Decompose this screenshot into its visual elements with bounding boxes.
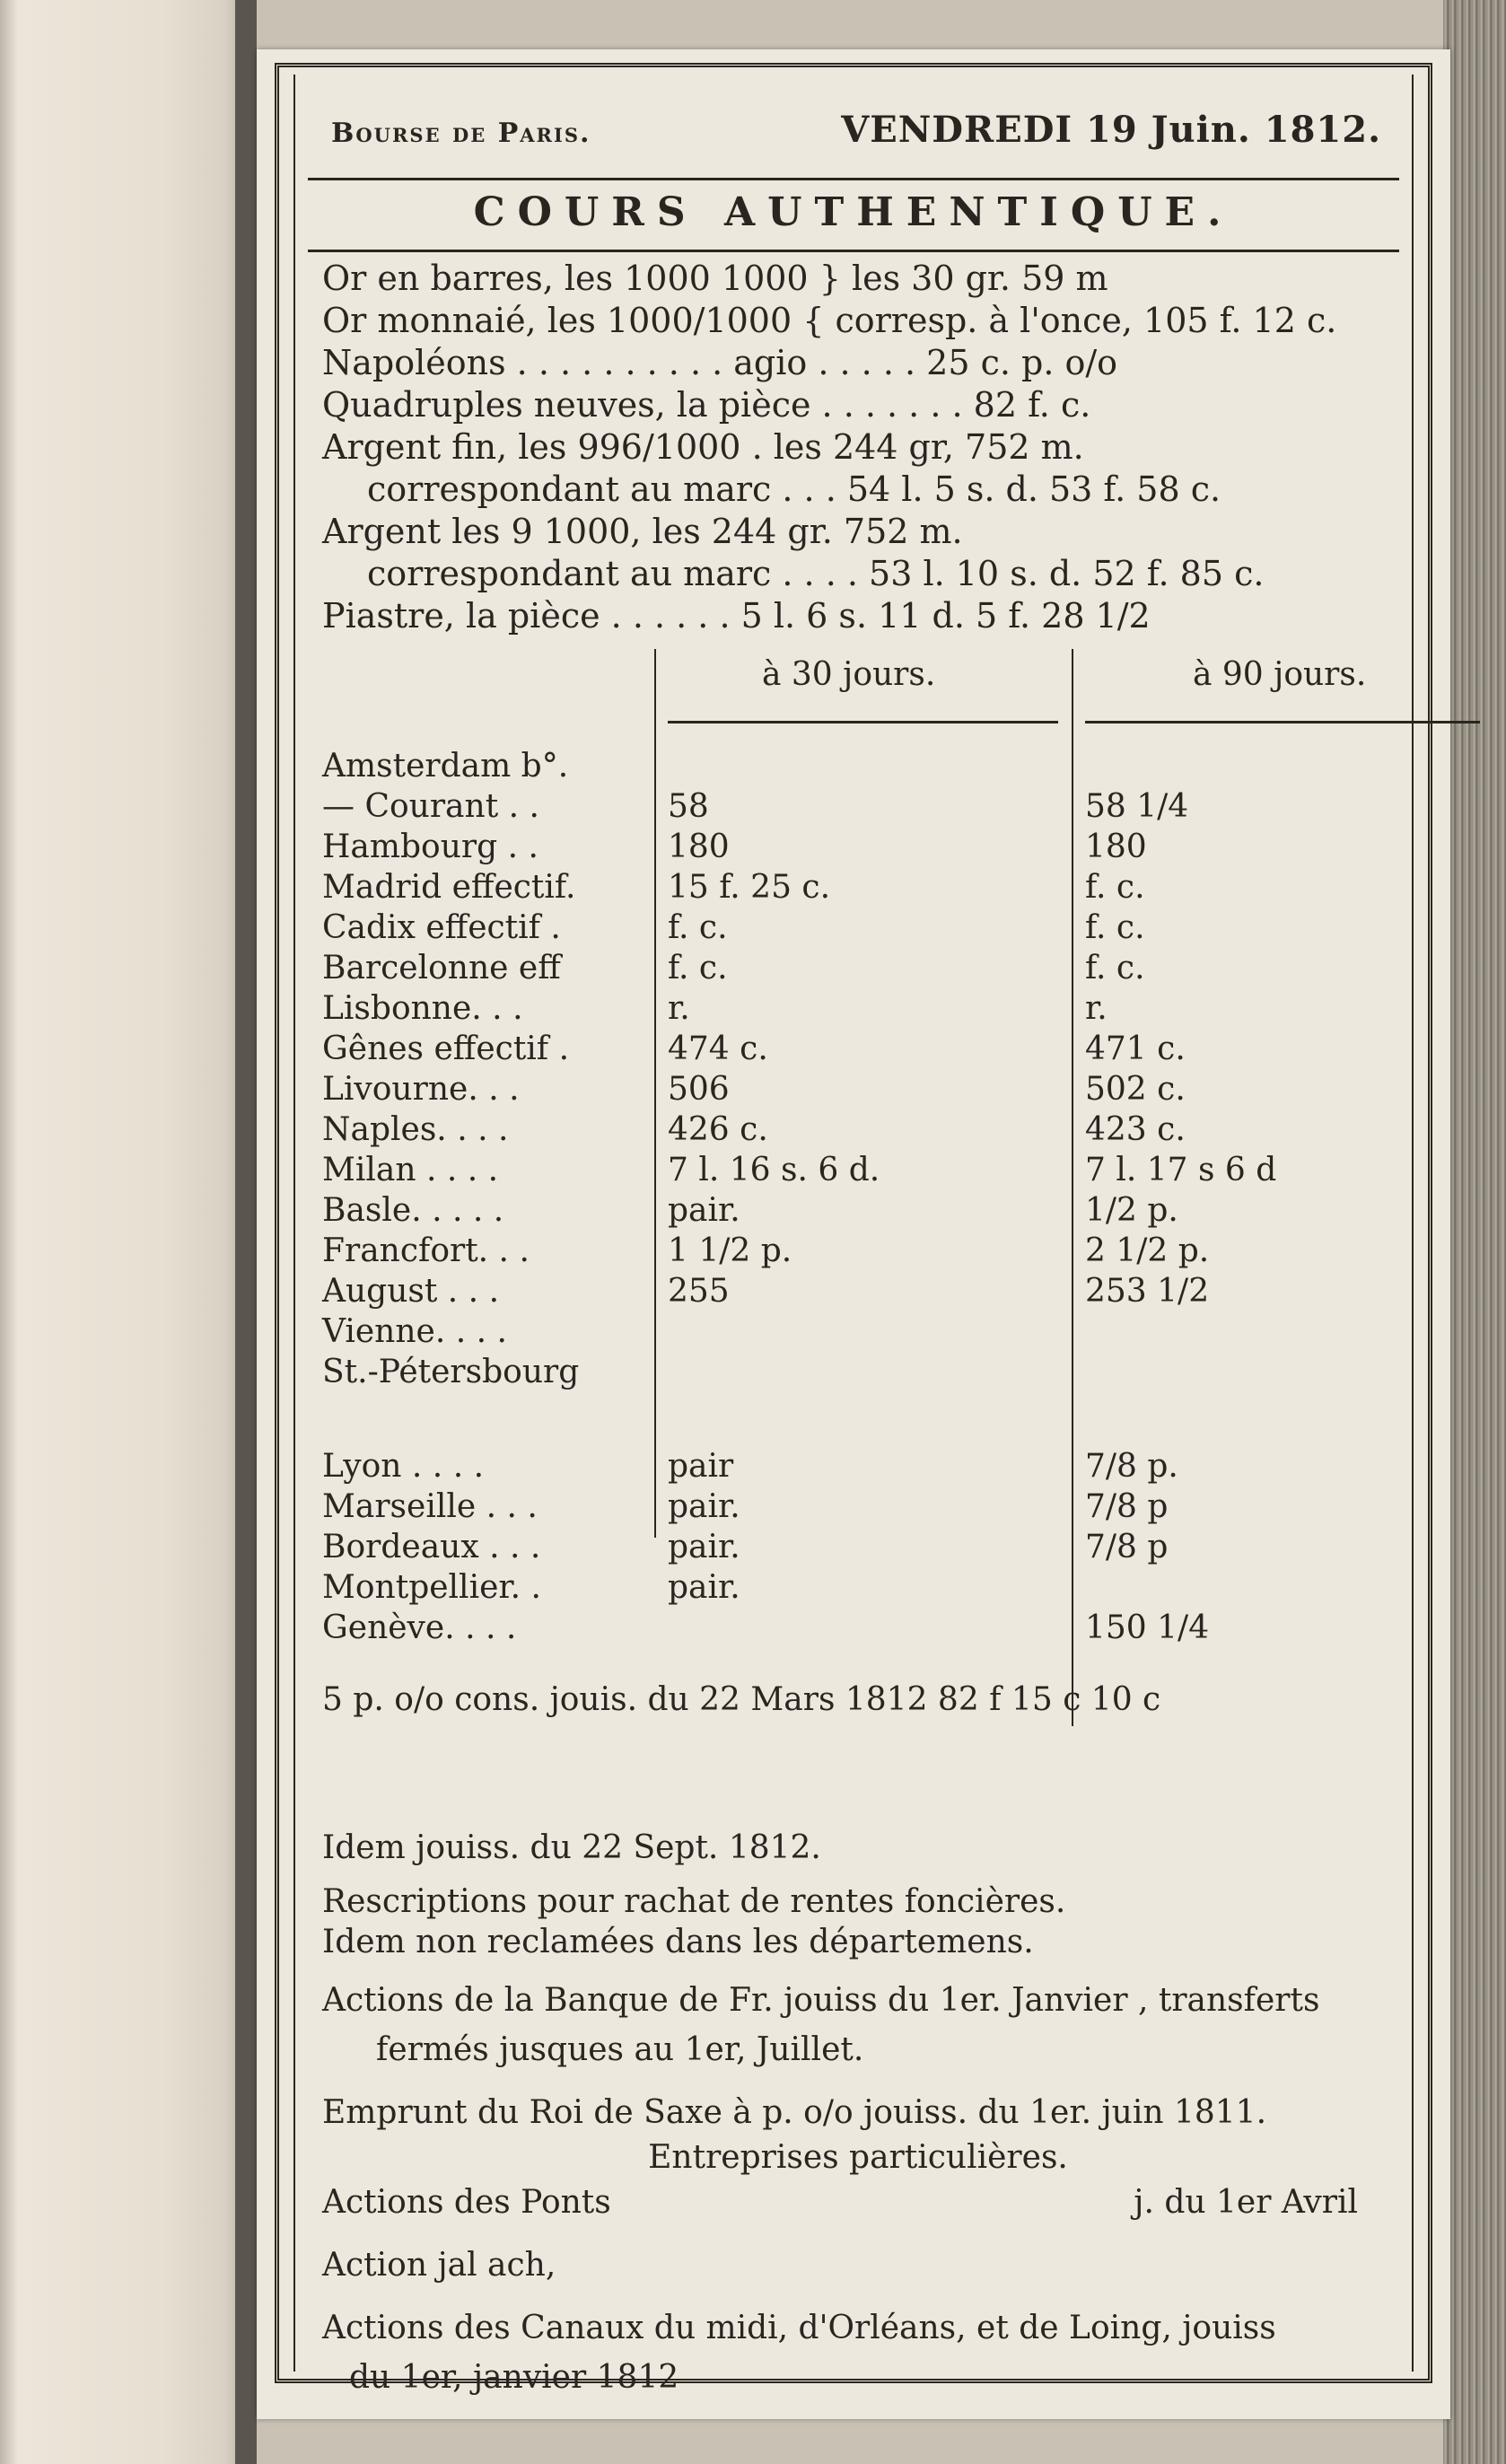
- quote-line: Or en barres, les 1000 1000 } les 30 gr. 59 m: [322, 259, 1108, 298]
- rate-90-cell: 7/8 p: [1085, 1488, 1169, 1525]
- quote-line: Piastre, la pièce . . . . . . 5 l. 6 s. 11 d. 5 f. 28 1/2: [322, 596, 1151, 636]
- place-cell: Genève. . . .: [322, 1609, 517, 1646]
- place-cell: Milan . . . .: [322, 1152, 499, 1188]
- rate-90-cell: r.: [1085, 990, 1108, 1027]
- rate-30-cell: pair.: [668, 1488, 740, 1525]
- table-row: [322, 829, 1394, 868]
- table-row: [322, 1030, 1394, 1070]
- place-cell: Hambourg . .: [322, 829, 538, 865]
- rate-30-cell: 58: [668, 788, 709, 825]
- rate-30-cell: f. c.: [668, 909, 728, 946]
- quote-line: Or monnaié, les 1000/1000 { corresp. à l'once, 105 f. 12 c.: [322, 301, 1337, 340]
- place-cell: Naples. . . .: [322, 1111, 509, 1148]
- header-bourse: Bourse de Paris.: [331, 118, 591, 149]
- place-cell: Gênes effectif .: [322, 1030, 570, 1067]
- rate-90-cell: 253 1/2: [1085, 1273, 1210, 1310]
- rate-90-cell: 7 l. 17 s 6 d: [1085, 1152, 1277, 1188]
- rate-30-cell: 255: [668, 1273, 730, 1310]
- header-date: VENDREDI 19 Juin. 1812.: [841, 109, 1381, 151]
- quote-line: Quadruples neuves, la pièce . . . . . . . 82 f. c.: [322, 385, 1091, 425]
- page-inner: [293, 75, 1414, 2396]
- place-cell: Marseille . . .: [322, 1488, 538, 1525]
- place-cell: Cadix effectif .: [322, 909, 561, 946]
- table-row: [322, 1232, 1394, 1272]
- rate-30-cell: pair: [668, 1448, 734, 1485]
- table-row: [322, 1152, 1394, 1191]
- table-row: [322, 1488, 1394, 1528]
- table-row: [322, 1529, 1394, 1568]
- table-row: [322, 788, 1394, 828]
- col-header-rule: [1085, 721, 1480, 723]
- canaux-line-2: du 1er, janvier 1812: [349, 2359, 679, 2396]
- title-rule: [308, 250, 1399, 252]
- rate-30-cell: r.: [668, 990, 690, 1027]
- book-binding: [0, 0, 256, 2464]
- rescriptions-line: Rescriptions pour rachat de rentes foncières.: [322, 1883, 1066, 1920]
- rate-30-cell: 1 1/2 p.: [668, 1232, 792, 1269]
- rate-90-cell: f. c.: [1085, 950, 1145, 986]
- table-row: [322, 1273, 1394, 1312]
- rate-30-cell: 15 f. 25 c.: [668, 869, 831, 906]
- place-cell: Francfort. . .: [322, 1232, 530, 1269]
- rate-30-cell: pair.: [668, 1192, 740, 1229]
- quote-line: correspondant au marc . . . 54 l. 5 s. d. 53 f. 58 c.: [367, 469, 1221, 509]
- place-cell: Bordeaux . . .: [322, 1529, 541, 1565]
- rate-90-cell: 7/8 p.: [1085, 1448, 1178, 1485]
- banque-line-2: fermés jusques au 1er, Juillet.: [376, 2031, 864, 2068]
- place-cell: Livourne. . .: [322, 1071, 520, 1108]
- table-row: [322, 950, 1394, 989]
- idem-line: Idem jouiss. du 22 Sept. 1812.: [322, 1829, 821, 1866]
- binding-spine-edge: [235, 0, 257, 2464]
- place-cell: August . . .: [322, 1273, 500, 1310]
- place-cell: Lisbonne. . .: [322, 990, 523, 1027]
- page-header: [295, 75, 1412, 173]
- rate-90-cell: 1/2 p.: [1085, 1192, 1178, 1229]
- col-header-90: à 90 jours.: [1193, 656, 1367, 693]
- table-row: [322, 1313, 1394, 1353]
- quote-line: Napoléons . . . . . . . . . . agio . . . . . 25 c. p. o/o: [322, 343, 1118, 382]
- place-cell: Lyon . . . .: [322, 1448, 485, 1485]
- rate-90-cell: 423 c.: [1085, 1111, 1186, 1148]
- table-row: [322, 748, 1394, 787]
- rate-90-cell: f. c.: [1085, 909, 1145, 946]
- rate-30-cell: pair.: [668, 1569, 740, 1606]
- rate-30-cell: pair.: [668, 1529, 740, 1565]
- place-cell: — Courant . .: [322, 788, 539, 825]
- col-header-rule: [668, 721, 1058, 723]
- quote-line: correspondant au marc . . . . 53 l. 10 s. d. 52 f. 85 c.: [367, 554, 1265, 593]
- rate-30-cell: 506: [668, 1071, 730, 1108]
- quote-line: Argent fin, les 996/1000 . les 244 gr, 752 m.: [322, 427, 1084, 467]
- page-title: COURS AUTHENTIQUE.: [473, 189, 1234, 235]
- rate-30-cell: f. c.: [668, 950, 728, 986]
- rate-30-cell: 180: [668, 829, 730, 865]
- quote-line: Argent les 9 1000, les 244 gr. 752 m.: [322, 512, 963, 551]
- place-cell: Vienne. . . .: [322, 1313, 507, 1350]
- banque-line: Actions de la Banque de Fr. jouiss du 1er. Janvier , transferts: [322, 1982, 1320, 2019]
- document-page: [257, 49, 1450, 2419]
- rate-30-cell: 7 l. 16 s. 6 d.: [668, 1152, 880, 1188]
- entreprises-heading: Entreprises particulières.: [648, 2139, 1068, 2176]
- rate-90-cell: 471 c.: [1085, 1030, 1186, 1067]
- table-row: [322, 1071, 1394, 1110]
- table-row: [322, 869, 1394, 908]
- table-row: [322, 990, 1394, 1030]
- rate-90-cell: 502 c.: [1085, 1071, 1186, 1108]
- jal-line: Action jal ach,: [322, 2247, 556, 2284]
- rate-90-cell: 150 1/4: [1085, 1609, 1210, 1646]
- table-row: [322, 1354, 1394, 1393]
- place-cell: Montpellier. .: [322, 1569, 541, 1606]
- table-row: [322, 1569, 1394, 1609]
- rate-30-cell: 474 c.: [668, 1030, 768, 1067]
- rate-30-cell: 426 c.: [668, 1111, 768, 1148]
- rate-90-cell: 2 1/2 p.: [1085, 1232, 1210, 1269]
- rate-90-cell: f. c.: [1085, 869, 1145, 906]
- header-rule: [308, 178, 1399, 180]
- emprunt-line: Emprunt du Roi de Saxe à p. o/o jouiss. du 1er. juin 1811.: [322, 2094, 1267, 2131]
- cons-line: 5 p. o/o cons. jouis. du 22 Mars 1812 82 f 15 c 10 c: [322, 1681, 1161, 1718]
- place-cell: Amsterdam b°.: [322, 748, 569, 785]
- canaux-line: Actions des Canaux du midi, d'Orléans, et de Loing, jouiss: [322, 2310, 1276, 2346]
- idem-non-line: Idem non reclamées dans les départemens.: [322, 1924, 1034, 1960]
- table-row: [322, 1609, 1394, 1649]
- ponts-date: j. du 1er Avril: [1134, 2184, 1358, 2221]
- place-cell: Barcelonne eff: [322, 950, 561, 986]
- table-row: [322, 1111, 1394, 1151]
- table-row: [322, 1448, 1394, 1487]
- place-cell: Madrid effectif.: [322, 869, 576, 906]
- rate-90-cell: 7/8 p: [1085, 1529, 1169, 1565]
- ponts-line: [322, 2184, 1394, 2221]
- place-cell: Basle. . . . .: [322, 1192, 504, 1229]
- table-row: [322, 909, 1394, 949]
- table-row: [322, 1192, 1394, 1232]
- rate-90-cell: 180: [1085, 829, 1147, 865]
- ponts-label: Actions des Ponts: [322, 2184, 611, 2221]
- rate-90-cell: 58 1/4: [1085, 788, 1189, 825]
- page-frame: [275, 63, 1432, 2396]
- col-header-30: à 30 jours.: [762, 656, 936, 693]
- place-cell: St.-Pétersbourg: [322, 1354, 580, 1390]
